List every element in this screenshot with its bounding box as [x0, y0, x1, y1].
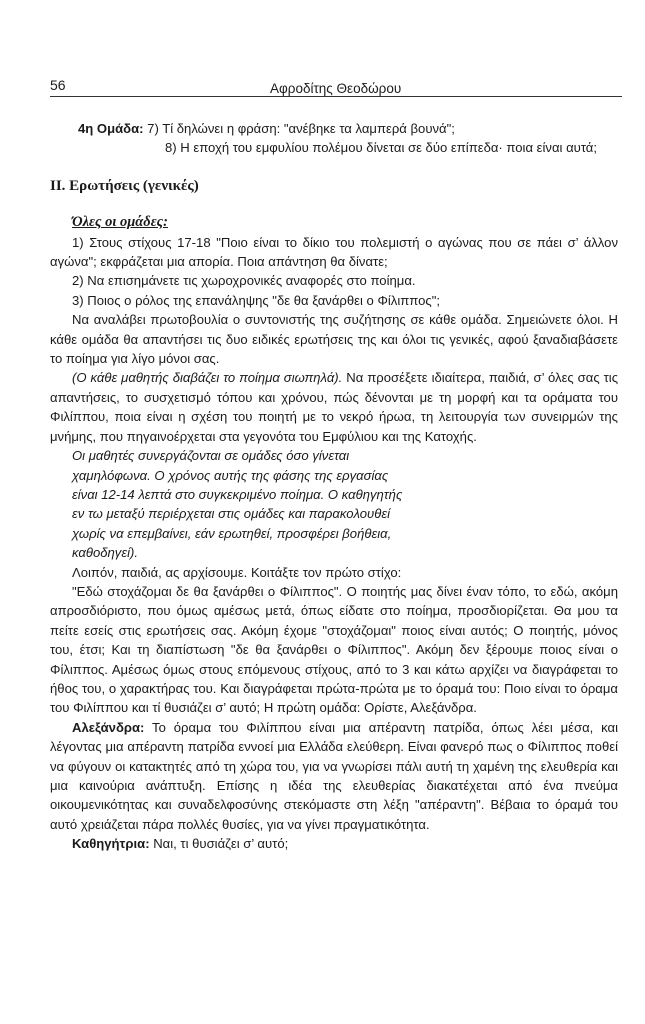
stage-note-group-work: [50, 446, 618, 562]
group4-question-7: [50, 119, 618, 138]
teacher-paragraph-2: Λοιπόν, παιδιά, ας αρχίσουμε. Κοιτάξτε τον πρώτο στίχο:: [72, 564, 402, 580]
teacher-question-text: Ναι, τι θυσιάζει σ’ αυτό;: [153, 836, 289, 852]
general-question-1: 1) Στους στίχους 17-18 "Ποιο είναι το δίκιο του πολεμιστή ο αγώνας που σε πάει σ’ άλλον αγώνα"; εκφράζεται μια απορία. Ποια απάντηση θα δίνατε;: [50, 234, 618, 270]
stage-note-line: είναι 12-14 λεπτά στο συγκεκριμένο ποίημα. Ο καθηγητής: [72, 486, 403, 502]
general-question-2: 2) Να επισημάνετε τις χωροχρονικές αναφορές στο ποίημα.: [72, 273, 416, 289]
teacher-question: [50, 834, 618, 853]
page-body: [50, 119, 618, 854]
teacher-paragraph-1: [50, 368, 618, 446]
general-question-3: 3) Ποιος ο ρόλος της επανάληψης "δε θα ξανάρθει ο Φίλιππος";: [72, 292, 441, 308]
group4-label: 4η Ομάδα:: [78, 121, 144, 136]
teacher-paragraph-1-text: Να προσέξετε ιδιαίτερα, παιδιά, σ’ όλες σας τις απαντήσεις, το συσχετισμό τόπου και χρόνου, πώς δένονται με τη μορφή και τα οράματα του Φιλίππου, ποια είναι η σχέση του ποιητή με το νεκρό ήρωα, τη λειτουργία των συνειρμών της μνήμης, που πηγαινοέρχεται στα γεγονότα του Εμφύλιου και της Κατοχής.: [50, 370, 619, 444]
stage-note-line: Οι μαθητές συνεργάζονται σε ομάδες όσο γίνεται: [72, 448, 350, 464]
stage-note-line: εν τω μεταξύ περιέρχεται στις ομάδες και παρακολουθεί: [72, 506, 391, 522]
alexandra-answer: [50, 718, 618, 834]
group4-question-8: 8) Η εποχή του εμφυλίου πολέμου δίνεται σε δύο επίπεδα· ποια είναι αυτά;: [165, 140, 598, 156]
speaker-teacher: Καθηγήτρια:: [72, 836, 150, 852]
speaker-alexandra: Αλεξάνδρα:: [72, 719, 145, 735]
stage-note-line: χαμηλόφωνα. Ο χρόνος αυτής της φάσης της εργασίας: [72, 467, 389, 483]
group-instructions: Να αναλάβει πρωτοβουλία ο συντονιστής της συζήτησης σε κάθε ομάδα. Σημειώνετε όλοι. Η κάθε ομάδα θα απαντήσει τις δυο ειδικές ερωτήσεις της και όλοι τις γενικές, αφού ξαναδιαβάσετε το ποίημα για λίγο μόνοι σας.: [50, 312, 618, 367]
stage-note-silent-reading: (Ο κάθε μαθητής διαβάζει το ποίημα σιωπηλά).: [72, 370, 343, 386]
alexandra-answer-text: Το όραμα του Φιλίππου είναι μια απέραντη πατρίδα, όπως λέει μέσα, και λέγοντας μια απέραντη πατρίδα εννοεί μια Ελλάδα ελεύθερη. Είναι φανερό πως ο Φίλιππος ποθεί να φύγουν οι κατακτητές από τη χώρα του, για να γνωρίσει πάλι αυτή τη χαμένη της ελευθερία και μια καινούρια ανάπτυξη. Επίσης η ιδέα της ελευθερίας διακατέχεται από ένα πνεύμα οικουμενικότητας και συναδελφοσύνης στεκόμαστε στη λέξη "απέραντη". Βέβαια το όραμά του αυτό χρειάζεται πάρα πολλές θυσίες, για να γίνει πραγματικότητα.: [50, 719, 619, 832]
stage-note-line: χωρίς να επεμβαίνει, εάν ερωτηθεί, προσφέρει βοήθεια,: [72, 525, 392, 541]
all-groups-label: Όλες οι ομάδες:: [72, 214, 168, 231]
running-title: Αφροδίτης Θεοδώρου: [270, 81, 402, 96]
stage-note-line: καθοδηγεί).: [72, 545, 138, 561]
teacher-paragraph-3: "Εδώ στοχάζομαι δε θα ξανάρθει ο Φίλιππος". Ο ποιητής μας δίνει έναν τόπο, το εδώ, ακόμη απροσδιόριστο, που όμως αμέσως μετά, όπως είδατε στο ποίημα, προσδιορίζεται. Θα μου τα πείτε εσείς στις ερωτήσεις σας. Ακόμη έχομε "στοχάζομαι" ποιος είναι αυτός; Ο ποιητής, μόνος του, έτσι; Και τη διαπίστωση "δε θα ξανάρθει ο Φίλιππος". Ακόμη δεν ξέρουμε ποιος είναι ο Φίλιππος. Αμέσως όμως στους επόμενους στίχους, από το 3 και κάτω αρχίζει να διαγράφεται το ήθος του, ο χαρακτήρας του. Και διαγράφεται πρώτα-πρώτα με το όραμά του: Ποιο είναι το όραμα του Φιλίππου και τί θυσιάζει σ’ αυτό; Η πρώτη ομάδα: Ορίστε, Αλεξάνδρα.: [50, 583, 618, 716]
page-number: 56: [50, 77, 66, 93]
section-title: ΙΙ. Ερωτήσεις (γενικές): [50, 177, 199, 194]
page-header: [50, 74, 622, 97]
group4-q7-text: 7) Τί δηλώνει η φράση: "ανέβηκε τα λαμπερά βουνά";: [147, 121, 455, 136]
